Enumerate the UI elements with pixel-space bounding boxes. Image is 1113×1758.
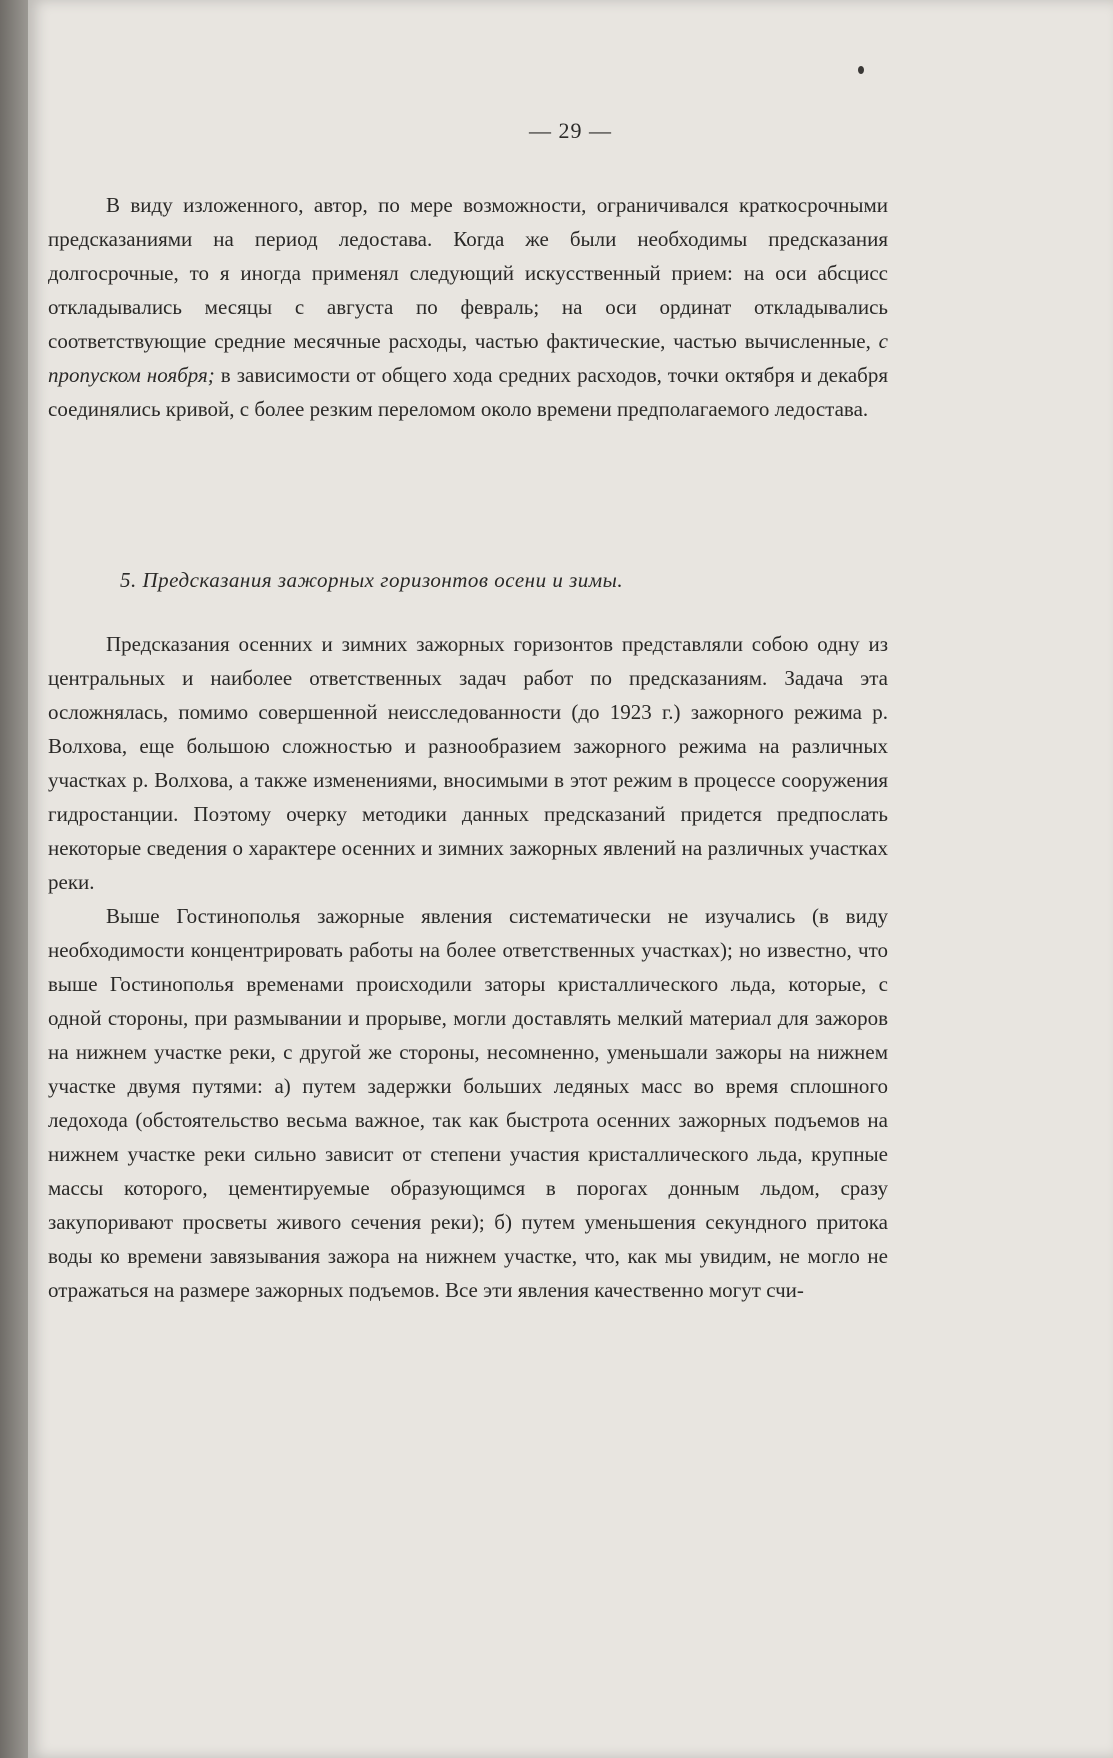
paragraph-1-after-italic: в зависимости от общего хода средних расходов, точки октября и декабря соединялись кривой, с более резким переломом около времени предполагаемого ледостава. <box>48 363 888 421</box>
ink-speck <box>858 66 864 74</box>
book-page <box>28 0 1113 1758</box>
paragraph-1-before-italic: В виду изложенного, автор, по мере возможности, ограничивался краткосрочными предсказаниями на период ледостава. Когда же были необходимы предсказания долгосрочные, то я иногда применял следующий искусственный прием: на оси абсцисс откладывались месяцы с августа по февраль; на оси ординат откладывались соответствующие средние месячные расходы, частью фактические, частью вычисленные, <box>48 193 888 353</box>
page-gutter <box>0 0 28 1758</box>
section-heading: 5. Предсказания зажорных горизонтов осени и зимы. <box>120 568 624 592</box>
paragraph-3: Выше Гостинополья зажорные явления систематически не изучались (в виду необходимости концентрировать работы на более ответственных участках); но известно, что выше Гостинополья временами происходили заторы кристаллического льда, которые, с одной стороны, при размывании и прорыве, могли доставлять мелкий материал для зажоров на нижнем участке реки, с другой же стороны, несомненно, уменьшали зажоры на нижнем участке двумя путями: а) путем задержки больших ледяных масс во время сплошного ледохода (обстоятельство весьма важное, так как быстрота осенних зажорных подъемов на нижнем участке реки сильно зависит от степени участия кристаллического льда, крупные массы которого, цементируемые образующимся в порогах донным льдом, сразу закупоривают просветы живого сечения реки); б) путем уменьшения секундного притока воды ко времени завязывания зажора на нижнем участке, что, как мы увидим, не могло не отражаться на размере зажорных подъемов. Все эти явления качественно могут счи- <box>48 904 888 1302</box>
paragraph-1-text <box>48 188 888 426</box>
paragraph-1-italic: с пропуском ноября; <box>48 329 888 387</box>
body-text <box>48 627 888 1307</box>
page-number: — 29 — <box>529 118 612 143</box>
paragraph-1 <box>48 188 888 426</box>
paragraph-2: Предсказания осенних и зимних зажорных горизонтов представляли собою одну из центральных и наиболее ответственных задач работ по предсказаниям. Задача эта осложнялась, помимо совершенной неисследованности (до 1923 г.) зажорного режима р. Волхова, еще большою сложностью и разнообразием зажорного режима на различных участках р. Волхова, а также изменениями, вносимыми в этот режим в процессе сооружения гидростанции. Поэтому очерку методики данных предсказаний придется предпослать некоторые сведения о характере осенних и зимних зажорных явлений на различных участках реки. <box>48 632 888 894</box>
